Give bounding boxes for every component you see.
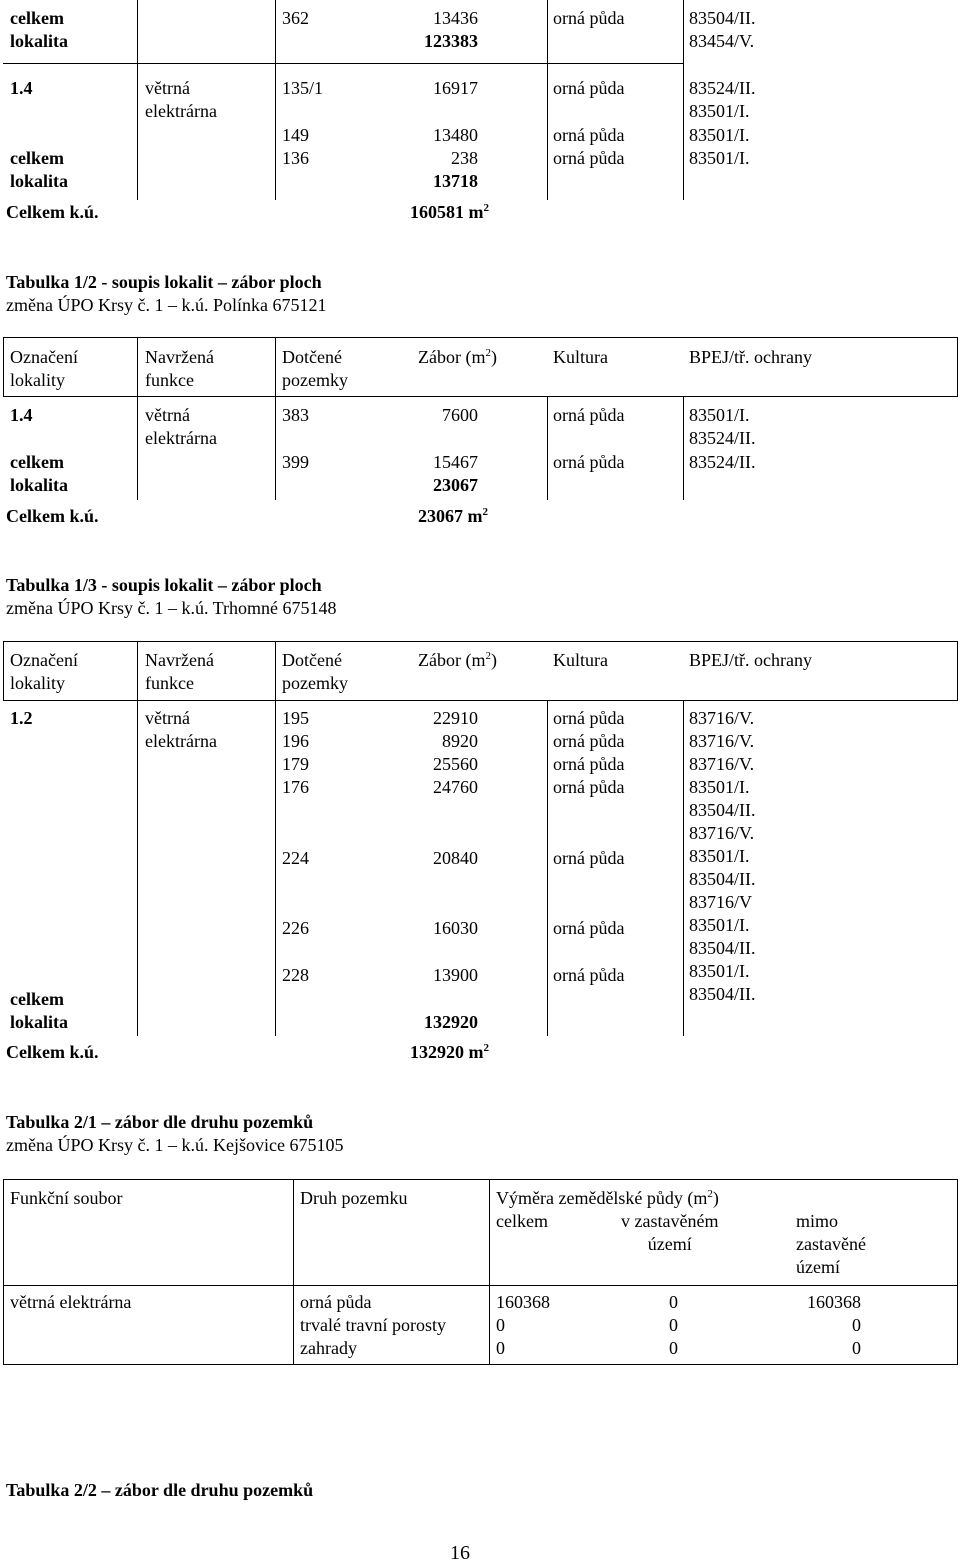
culture: orná půda bbox=[553, 148, 625, 168]
lokalita-total-label: celkem lokalita bbox=[10, 989, 69, 1032]
mimo-values bbox=[780, 1291, 861, 1360]
parcel-number: 135/1 bbox=[282, 78, 324, 98]
area-value: 8920 bbox=[442, 731, 478, 751]
header-celkem: celkem bbox=[496, 1211, 548, 1231]
v-zastavenem-value: 0 bbox=[669, 1292, 678, 1312]
header-zabor: Zábor $(m^2)$ bbox=[418, 650, 497, 670]
bpej-list bbox=[689, 707, 756, 1006]
celkem-value: 160368 bbox=[496, 1292, 550, 1312]
area-value: 15467 bbox=[433, 452, 478, 472]
area-value: 7600 bbox=[442, 405, 478, 425]
table-2-2-title: Tabulka 2/2 – zábor dle druhu pozemků bbox=[6, 1480, 314, 1500]
culture: orná půda bbox=[553, 731, 625, 751]
header-kultura: Kultura bbox=[553, 650, 608, 670]
parcel-number: 228 bbox=[282, 965, 309, 985]
table-2-1-subtitle: změna ÚPO Krsy č. 1 – k.ú. Kejšovice 675105 bbox=[6, 1135, 344, 1155]
parcel-number: 399 bbox=[282, 452, 309, 472]
header-bpej: BPEJ/tř. ochrany bbox=[689, 347, 812, 367]
cadastre-total-value: 23067 $m^2$ bbox=[418, 506, 488, 526]
culture: orná půda bbox=[553, 965, 625, 985]
v-zastavenem-value: 0 bbox=[669, 1315, 678, 1335]
area-value: 13480 bbox=[433, 125, 478, 145]
bpej-value: 83454/V. bbox=[689, 31, 755, 51]
culture: orná půda bbox=[553, 78, 625, 98]
bpej-value: 83504/II. bbox=[689, 984, 756, 1004]
parcel-list bbox=[282, 707, 309, 799]
header-bpej: BPEJ/tř. ochrany bbox=[689, 650, 812, 670]
locality-id: 1.4 bbox=[10, 405, 33, 425]
bpej-value: 83504/II. bbox=[689, 869, 756, 889]
bpej-value: 83716/V. bbox=[689, 731, 755, 751]
parcel-number: 136 bbox=[282, 148, 309, 168]
culture: orná půda bbox=[553, 125, 625, 145]
bpej-value: 83501/I. bbox=[689, 101, 750, 121]
header-funkce: Navržená funkce bbox=[145, 347, 214, 390]
header-mimo: mimo zastavěné území bbox=[796, 1211, 866, 1277]
header-druh-pozemku: Druh pozemku bbox=[300, 1188, 408, 1208]
header-pozemky: Dotčené pozemky bbox=[282, 650, 348, 693]
function-name: větrná elektrárna bbox=[145, 78, 217, 121]
bpej-value: 83716/V. bbox=[689, 708, 755, 728]
parcel-number: 362 bbox=[282, 8, 309, 28]
area-value: 24760 bbox=[433, 777, 478, 797]
area-total: 23067 bbox=[433, 475, 478, 495]
header-v-zastavenem: v zastavěném území bbox=[621, 1211, 719, 1254]
mimo-value: 0 bbox=[852, 1315, 861, 1335]
land-type: zahrady bbox=[300, 1338, 357, 1358]
parcel-number: 383 bbox=[282, 405, 309, 425]
area-total: 123383 bbox=[424, 31, 478, 51]
parcel-number: 226 bbox=[282, 918, 309, 938]
area-value: 20840 bbox=[433, 848, 478, 868]
header-vymera: Výměra zemědělské půdy $(m^2)$ bbox=[496, 1188, 719, 1208]
parcel-number: 224 bbox=[282, 848, 309, 868]
culture: orná půda bbox=[553, 777, 625, 797]
function-name: větrná elektrárna bbox=[145, 405, 217, 448]
lokalita-total-label: celkem lokalita bbox=[10, 148, 69, 191]
v-zastavenem-values bbox=[669, 1291, 678, 1360]
bpej-value: 83524/II. bbox=[689, 78, 756, 98]
cadastre-total-label: Celkem k.ú. bbox=[6, 506, 99, 526]
area-total: 13718 bbox=[433, 171, 478, 191]
bpej-value: 83501/I. bbox=[689, 405, 750, 425]
area-value: 13900 bbox=[433, 965, 478, 985]
land-type: trvalé travní porosty bbox=[300, 1315, 446, 1335]
culture: orná půda bbox=[553, 918, 625, 938]
bpej-value: 83501/I. bbox=[689, 148, 750, 168]
parcel-number: 176 bbox=[282, 777, 309, 797]
table-1-3-title: Tabulka 1/3 - soupis lokalit – zábor ploch bbox=[6, 575, 322, 595]
table-1-2-subtitle: změna ÚPO Krsy č. 1 – k.ú. Polínka 675121 bbox=[6, 295, 327, 315]
bpej-value: 83504/II. bbox=[689, 8, 756, 28]
area-value: 238 bbox=[451, 148, 478, 168]
culture: orná půda bbox=[553, 754, 625, 774]
bpej-value: 83501/I. bbox=[689, 915, 750, 935]
mimo-value: 160368 bbox=[807, 1292, 861, 1312]
culture: orná půda bbox=[553, 8, 625, 28]
culture-list bbox=[553, 707, 624, 799]
locality-id: 1.4 bbox=[10, 78, 33, 98]
bpej-value: 83501/I. bbox=[689, 125, 750, 145]
area-list bbox=[375, 707, 478, 799]
header-oznaceni: Označení lokality bbox=[10, 347, 78, 390]
cadastre-total-label: Celkem k.ú. bbox=[6, 202, 99, 222]
bpej-value: 83501/I. bbox=[689, 777, 750, 797]
cadastre-total-value: 132920 $m^2$ bbox=[410, 1042, 489, 1062]
bpej-value: 83716/V. bbox=[689, 823, 755, 843]
culture: orná půda bbox=[553, 848, 625, 868]
area-value: 16030 bbox=[433, 918, 478, 938]
header-oznaceni: Označení lokality bbox=[10, 650, 78, 693]
v-zastavenem-value: 0 bbox=[669, 1338, 678, 1358]
table-1-3-subtitle: změna ÚPO Krsy č. 1 – k.ú. Trhomné 675148 bbox=[6, 598, 337, 618]
function-name: větrná elektrárna bbox=[145, 708, 217, 751]
bpej-value: 83504/II. bbox=[689, 938, 756, 958]
header-funkcni-soubor: Funkční soubor bbox=[10, 1188, 123, 1208]
area-value: 13436 bbox=[433, 8, 478, 28]
cadastre-total-label: Celkem k.ú. bbox=[6, 1042, 99, 1062]
bpej-value: 83524/II. bbox=[689, 452, 756, 472]
celkem-value: 0 bbox=[496, 1338, 505, 1358]
functional-set: větrná elektrárna bbox=[10, 1292, 132, 1312]
celkem-value: 0 bbox=[496, 1315, 505, 1335]
land-type: orná půda bbox=[300, 1292, 372, 1312]
bpej-value: 83504/II. bbox=[689, 800, 756, 820]
parcel-number: 196 bbox=[282, 731, 309, 751]
header-zabor: Zábor $(m^2)$ bbox=[418, 347, 497, 367]
parcel-number: 195 bbox=[282, 708, 309, 728]
culture: orná půda bbox=[553, 452, 625, 472]
bpej-value: 83501/I. bbox=[689, 846, 750, 866]
cadastre-total-value: 160581 $m^2$ bbox=[410, 202, 489, 222]
bpej-value: 83716/V bbox=[689, 892, 752, 912]
locality-id: 1.2 bbox=[10, 708, 33, 728]
parcel-number: 179 bbox=[282, 754, 309, 774]
area-value: 22910 bbox=[433, 708, 478, 728]
area-value: 25560 bbox=[433, 754, 478, 774]
bpej-value: 83501/I. bbox=[689, 961, 750, 981]
bpej-value: 83716/V. bbox=[689, 754, 755, 774]
table-1-2-title: Tabulka 1/2 - soupis lokalit – zábor ploch bbox=[6, 272, 322, 292]
land-type-list bbox=[300, 1291, 446, 1360]
header-funkce: Navržená funkce bbox=[145, 650, 214, 693]
header-pozemky: Dotčené pozemky bbox=[282, 347, 348, 390]
bpej-value: 83524/II. bbox=[689, 428, 756, 448]
header-kultura: Kultura bbox=[553, 347, 608, 367]
mimo-value: 0 bbox=[852, 1338, 861, 1358]
page-number: 16 bbox=[450, 1542, 470, 1564]
culture: orná půda bbox=[553, 708, 625, 728]
area-value: 16917 bbox=[433, 78, 478, 98]
parcel-number: 149 bbox=[282, 125, 309, 145]
lokalita-total-label: celkem lokalita bbox=[10, 8, 69, 51]
culture: orná půda bbox=[553, 405, 625, 425]
area-total: 132920 bbox=[424, 1012, 478, 1032]
table-2-1-title: Tabulka 2/1 – zábor dle druhu pozemků bbox=[6, 1112, 314, 1132]
lokalita-total-label: celkem lokalita bbox=[10, 452, 69, 495]
celkem-values bbox=[496, 1291, 550, 1360]
